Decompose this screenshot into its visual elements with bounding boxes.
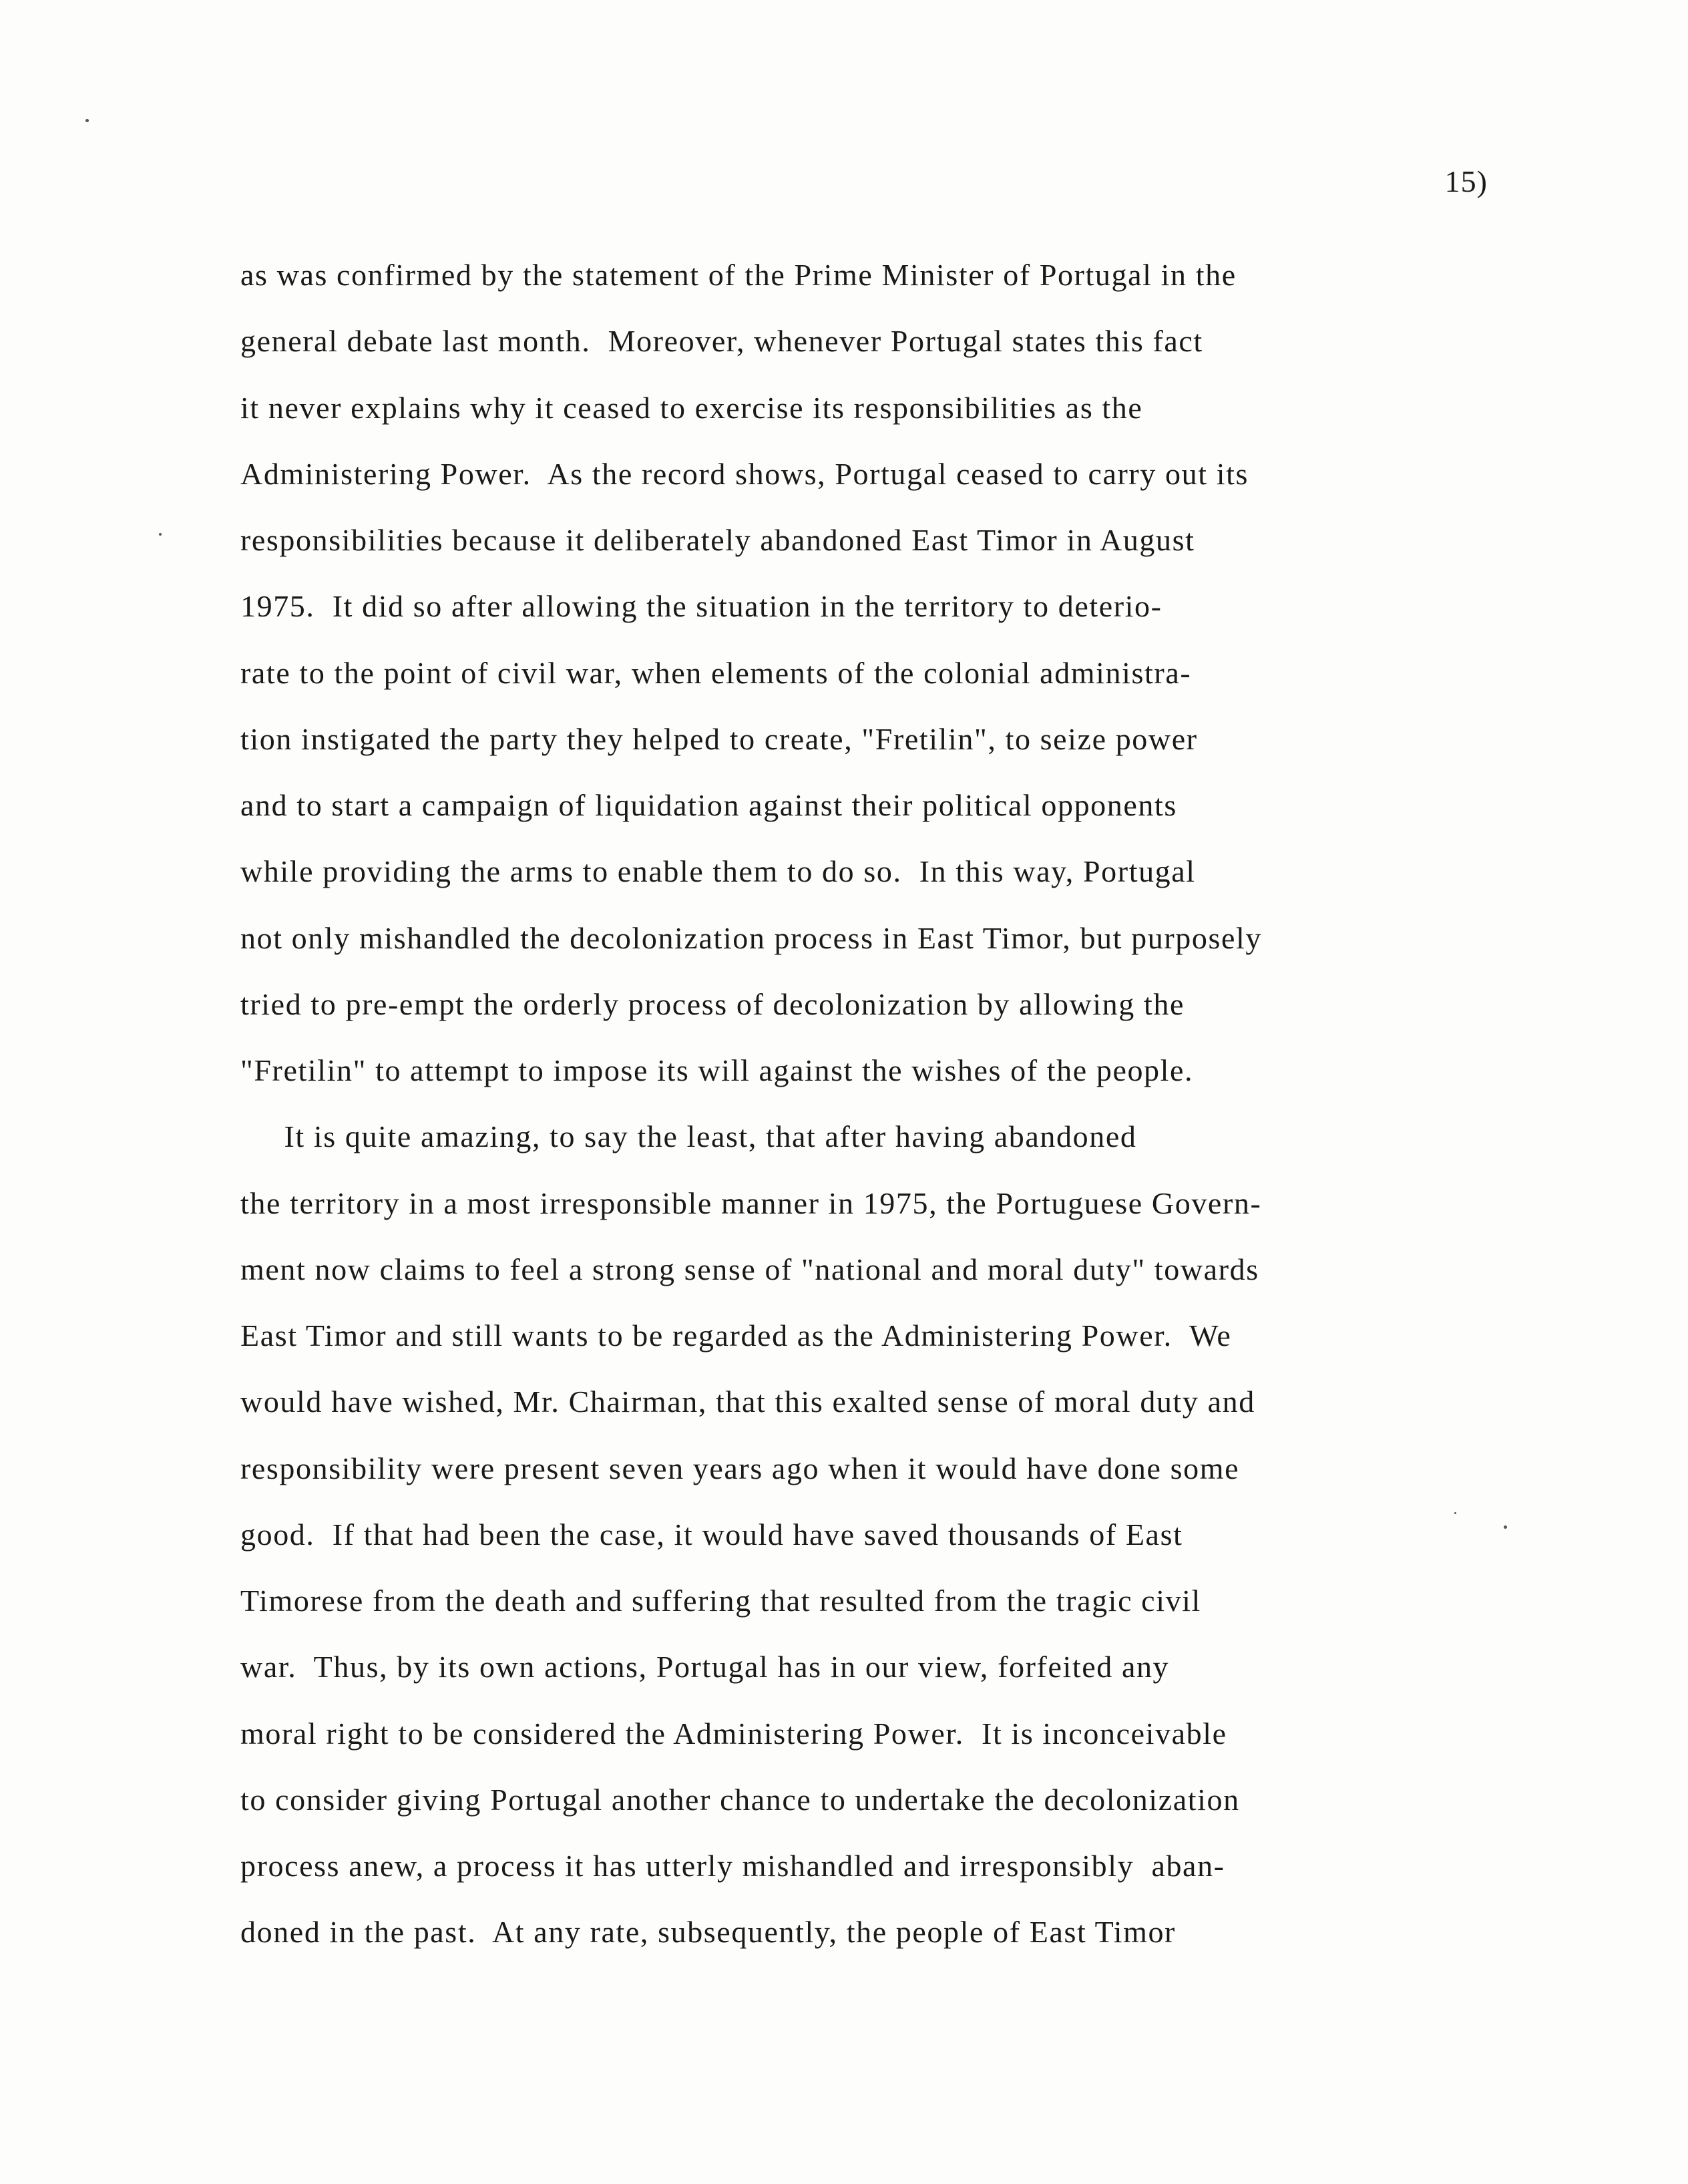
text-line: moral right to be considered the Administering Power. It is inconceivable	[240, 1716, 1227, 1751]
text-line: it never explains why it ceased to exercise its responsibilities as the	[240, 391, 1143, 425]
text-line: general debate last month. Moreover, whenever Portugal states this fact	[240, 324, 1203, 358]
text-line: would have wished, Mr. Chairman, that this exalted sense of moral duty and	[240, 1385, 1255, 1419]
page-number: 15)	[1444, 164, 1488, 198]
text-line: Administering Power. As the record shows, Portugal ceased to carry out its	[240, 457, 1249, 491]
scan-speck	[85, 119, 89, 122]
text-line: rate to the point of civil war, when elements of the colonial administra-	[240, 656, 1192, 690]
text-line: process anew, a process it has utterly mishandled and irresponsibly aban-	[240, 1849, 1225, 1883]
text-line: good. If that had been the case, it would have saved thousands of East	[240, 1517, 1183, 1552]
text-line: tried to pre-empt the orderly process of decolonization by allowing the	[240, 987, 1185, 1021]
text-line: doned in the past. At any rate, subsequently, the people of East Timor	[240, 1915, 1176, 1949]
text-line: while providing the arms to enable them to do so. In this way, Portugal	[240, 854, 1196, 888]
text-line: as was confirmed by the statement of the Prime Minister of Portugal in the	[240, 258, 1237, 292]
scan-speck	[1454, 1512, 1456, 1514]
text-line: war. Thus, by its own actions, Portugal has in our view, forfeited any	[240, 1650, 1170, 1684]
text-line: and to start a campaign of liquidation against their political opponents	[240, 788, 1177, 822]
text-line: tion instigated the party they helped to create, "Fretilin", to seize power	[240, 722, 1198, 756]
text-line: East Timor and still wants to be regarded as the Administering Power. We	[240, 1318, 1232, 1352]
text-line: It is quite amazing, to say the least, that after having abandoned	[240, 1119, 1137, 1153]
scan-speck	[1504, 1525, 1507, 1529]
text-line: Timorese from the death and suffering that resulted from the tragic civil	[240, 1584, 1201, 1618]
text-line: 1975. It did so after allowing the situation in the territory to deterio-	[240, 589, 1163, 623]
text-line: responsibility were present seven years ago when it would have done some	[240, 1451, 1240, 1485]
scan-speck	[159, 533, 162, 536]
text-line: "Fretilin" to attempt to impose its will against the wishes of the people.	[240, 1053, 1194, 1087]
text-line: responsibilities because it deliberately abandoned East Timor in August	[240, 523, 1195, 557]
text-line: the territory in a most irresponsible manner in 1975, the Portuguese Govern-	[240, 1186, 1262, 1220]
text-line: not only mishandled the decolonization process in East Timor, but purposely	[240, 921, 1262, 955]
text-line: to consider giving Portugal another chance to undertake the decolonization	[240, 1783, 1240, 1817]
text-line: ment now claims to feel a strong sense of "national and moral duty" towards	[240, 1252, 1259, 1286]
